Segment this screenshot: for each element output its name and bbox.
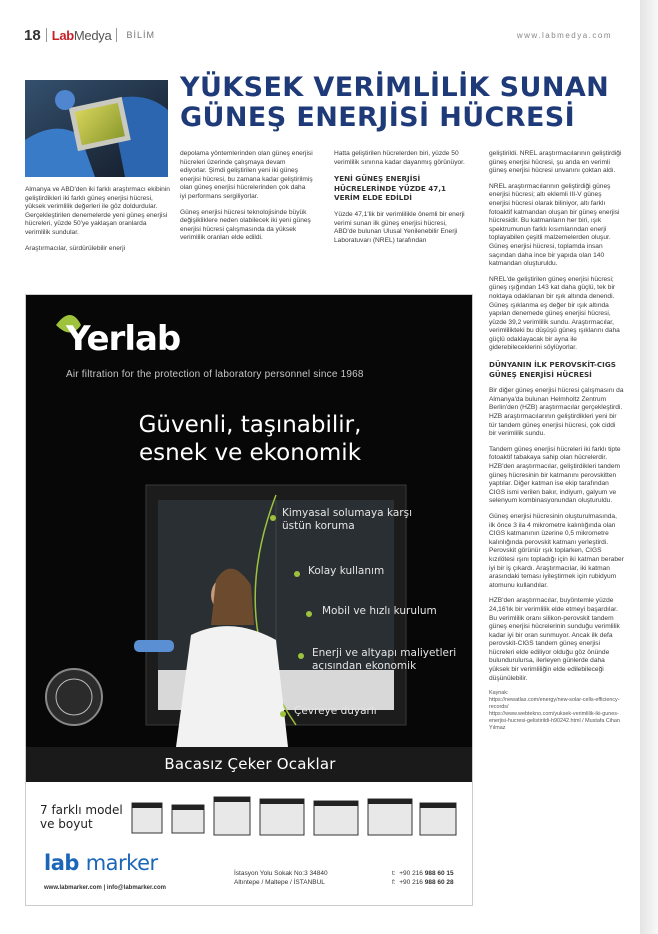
feature-item: Kolay kullanım <box>308 565 385 577</box>
phone-f-label: f: <box>392 879 396 886</box>
paragraph: Almanya ve ABD'den iki farklı araştırmacı ekibinin geliştirdikleri iki farklı güneş enerjisi hücresi, yüksek verimlilik değerleri ile göz doldurdular. Gerçekleştirilen denemelerde yeni güneş enerjisi hücreleri, yüzde 50'ye yaklaşan oranlarda verimlilik sundular. <box>25 186 170 236</box>
labmarker-web[interactable]: www.labmarker.com | info@labmarker.com <box>44 885 167 891</box>
paragraph: Hatta geliştirilen hücrelerden biri, yüzde 50 verimlilik sınırına kadar dayanmış görünüyor. <box>334 150 465 166</box>
models-text <box>40 803 123 831</box>
ad-dark-panel <box>26 295 473 782</box>
feature-bullet-icon <box>294 571 300 577</box>
paragraph: depolama yöntemlerinden olan güneş enerjisi hücreleri üzerinde çalışmaya devam ediyorlar. Şimdi geliştirilen yeni iki güneş enerjisi hücresi, bu zamana kadar geliştirilmiş olan güneş enerjisi hücrelerinden çok daha iyi performans sergiliyorlar. <box>180 150 313 200</box>
ad-headline <box>26 411 473 467</box>
text-column-4 <box>489 150 624 732</box>
logo-medya-text: Medya <box>73 27 112 43</box>
paragraph: Yüzde 47,1'lik bir verimlilikle önemli bir enerji verimi sunan ilk güneş enerjisi hücresi, ABD'de bulunan Ulusal Yenilenebilir Enerji Laboratuvarı (NREL) tarafından <box>334 210 465 244</box>
phone-t <box>392 869 454 878</box>
feature-item: Kimyasal solumaya karşı üstün koruma <box>282 507 412 532</box>
source-link[interactable]: https://www.webtekno.com/yuksek-verimlilik-iki-gunes-enerjisi-hucresi-gelistirildi-h90242.html / Mustafa Cihan Yılmaz <box>489 711 620 732</box>
phone-t-number: 988 60 15 <box>424 870 454 877</box>
feature-bullet-icon <box>270 515 276 521</box>
subheading: DÜNYANIN İLK PEROVSKİT-CIGS GÜNEŞ ENERJİSİ HÜCRESİ <box>489 360 616 379</box>
ad-headline-line-1: Güvenli, taşınabilir, <box>138 412 362 438</box>
paragraph: HZB'den araştırmacılar, buyöntemle yüzde 24,16'lık bir verimlilik elde etmeyi başardılar. Bu verimlilik oranı silikon-perovskit tandem güneş enerjisi hücrelerinin sunduğu verimlilik kadar iyi bir oran sunmuyor. Ancak ilk defa perovskit-CIGS tandem güneş enerjisi hücreleri elde ediliyor olduğu göz önünde bulundurulursa, ilerleyen günlerde daha yüksek bir verimliliğin elde edilebileceği düşünülebilir. <box>489 597 620 682</box>
feature-bullet-icon <box>306 611 312 617</box>
labmarker-address <box>234 869 328 887</box>
text-column-3 <box>334 150 467 252</box>
sources <box>489 690 624 732</box>
address-line-2: Altıntepe / Maltepe / İSTANBUL <box>234 879 325 886</box>
page-edge-shadow <box>640 0 658 934</box>
yerlab-logo: Yerlab <box>66 319 181 359</box>
section-label: BİLİM <box>126 30 155 40</box>
feature-item: Enerji ve altyapı maliyetleri açısından ekonomik <box>312 647 457 672</box>
paragraph: Araştırmacılar, sürdürülebilir enerji <box>25 244 126 252</box>
paragraph: geliştirildi. NREL araştırmacılarının geliştirdiği güneş enerjisi hücresi, şu anda en verimli güneş enerjisi hücresi unvanını çoktan aldı. <box>489 150 622 175</box>
phone-t-prefix: +90 216 <box>399 870 425 877</box>
labmarker-phones <box>392 869 454 887</box>
paragraph: NREL'de geliştirilen güneş enerjisi hücresi; güneş ışığından 143 kat daha güçlü, tek bir noktaya odaklanan bir ışık altında denendi. Güneş ışıklanma eş değer bir ışık altında yapılan denemede güneş enerjisi hücresi, yüzde 39,2 verimlilik sundu. Araştırmacılar, verimlilikteki bu düşüşü güneş ışıklarını daha güçlü odaklayacak bir ayna ile giderebileceklerini söylüyorlar. <box>489 275 620 352</box>
title-line-2: GÜNEŞ ENERJİSİ HÜCRESİ <box>180 102 576 133</box>
labmarker-logo-marker: marker <box>85 851 158 875</box>
paragraph: NREL araştırmacılarının geliştirdiği güneş enerjisi hücresi; altı eklemli III-V güneş enerjisi hücresi olarak biliniyor, altı farklı fotoaktif katmandan oluşan bir güneş enerjisi hücresidir. Bu katmanların her biri, ışık spektrumunun farklı kısımlarından enerji toplayabilen çeşitli malzemelerden oluşur. Güneş enerjisi hücresi, toplamda insan saçından daha ince bir yapıda olan 140 katmandan oluşturuldu. <box>489 182 620 268</box>
feature-bullet-icon <box>298 653 304 659</box>
feature-item: Çevreye duyarlı <box>294 705 377 717</box>
labmarker-logo-lab: lab <box>44 851 79 875</box>
ad-band-text: Bacasız Çeker Ocaklar <box>164 755 336 773</box>
website-url: www.labmedya.com <box>516 31 612 40</box>
phone-t-label: t: <box>392 870 396 877</box>
ad-headline-line-2: esnek ve ekonomik <box>138 440 362 466</box>
paragraph: Güneş enerjisi hücresi teknolojisinde büyük değişikliklere neden olabilecek iki yeni güneş enerjisi hücresi çalışmasında da yüksek verimlilik oranları elde edildi. <box>180 208 311 242</box>
subheading: YENİ GÜNEŞ ENERJİSİ HÜCRELERİNDE YÜZDE 47,1 VERİM ELDE EDİLDİ <box>334 174 447 203</box>
sources-label: Kaynak: <box>489 690 509 697</box>
logo-lab-text: Lab <box>51 27 74 43</box>
source-link[interactable]: https://newatlas.com/energy/new-solar-cells-efficiency-records/ <box>489 697 620 711</box>
phone-f <box>392 878 454 887</box>
feature-bullet-icon <box>280 711 286 717</box>
models-line-2: ve boyut <box>40 817 93 831</box>
fume-hood-models-row <box>130 793 460 843</box>
advertisement <box>25 294 473 906</box>
text-column-1 <box>25 186 170 260</box>
title-line-1: YÜKSEK VERİMLİLİK SUNAN <box>180 72 610 103</box>
phone-f-prefix: +90 216 <box>399 879 425 886</box>
header-divider <box>116 28 117 42</box>
header-divider <box>46 28 47 42</box>
feature-item: Mobil ve hızlı kurulum <box>322 605 437 617</box>
phone-f-number: 988 60 28 <box>424 879 454 886</box>
article-title <box>180 73 620 133</box>
solar-cell-illustration <box>25 80 168 177</box>
ad-tagline: Air filtration for the protection of laboratory personnel since 1968 <box>66 369 364 380</box>
solar-cell-photo <box>25 80 168 177</box>
models-line-1: 7 farklı model <box>40 803 123 817</box>
page-header <box>24 26 155 44</box>
paragraph: Tandem güneş enerjisi hücreleri iki farklı tipte fotoaktif tabakaya sahip olan hücrelerdir. HZB'den araştırmacılar, geliştirdikleri tandem güneş hücresinin bir katmanını perovskitten yaptılar. Diğer katman ise ekip tarafından CIGS ismi verilen bakır, indiyum, galyum ve selenyum kombinasyonundan oluşturuldu. <box>489 445 621 505</box>
text-column-2 <box>180 150 313 250</box>
labmedya-logo <box>52 28 112 43</box>
labmarker-logo <box>44 851 158 875</box>
paragraph: Bir diğer güneş enerjisi hücresi çalışmasını da Almanya'da bulunan Helmholtz Zentrum Berlin'den (HZB) araştırmacılar gerçekleştirdi. HZB araştırmacılarının geliştirdikleri yeni bir tür tandem güneş enerjisi hücresi, çok ciddi bir verimlilik sundu. <box>489 387 624 438</box>
paragraph: Güneş enerjisi hücresinin oluşturulmasında, ilk önce 3 ila 4 mikrometre kalınlığında olan CIGS katmanının üzerine 0,5 mikrometre kalınlığında perovskit katmanı yerleştirdi. Perovskit görünür ışık toplarken, CIGS kızılötesi ışını topladığı için iki katman beraber iyi bir iş çıkardı. Araştırmacılar, iki katman arasındaki teması iyileştirmek için rubidyum atomunu kullandılar. <box>489 512 624 589</box>
address-line-1: İstasyon Yolu Sokak No:3 34840 <box>234 870 328 877</box>
page-number: 18 <box>24 26 41 44</box>
